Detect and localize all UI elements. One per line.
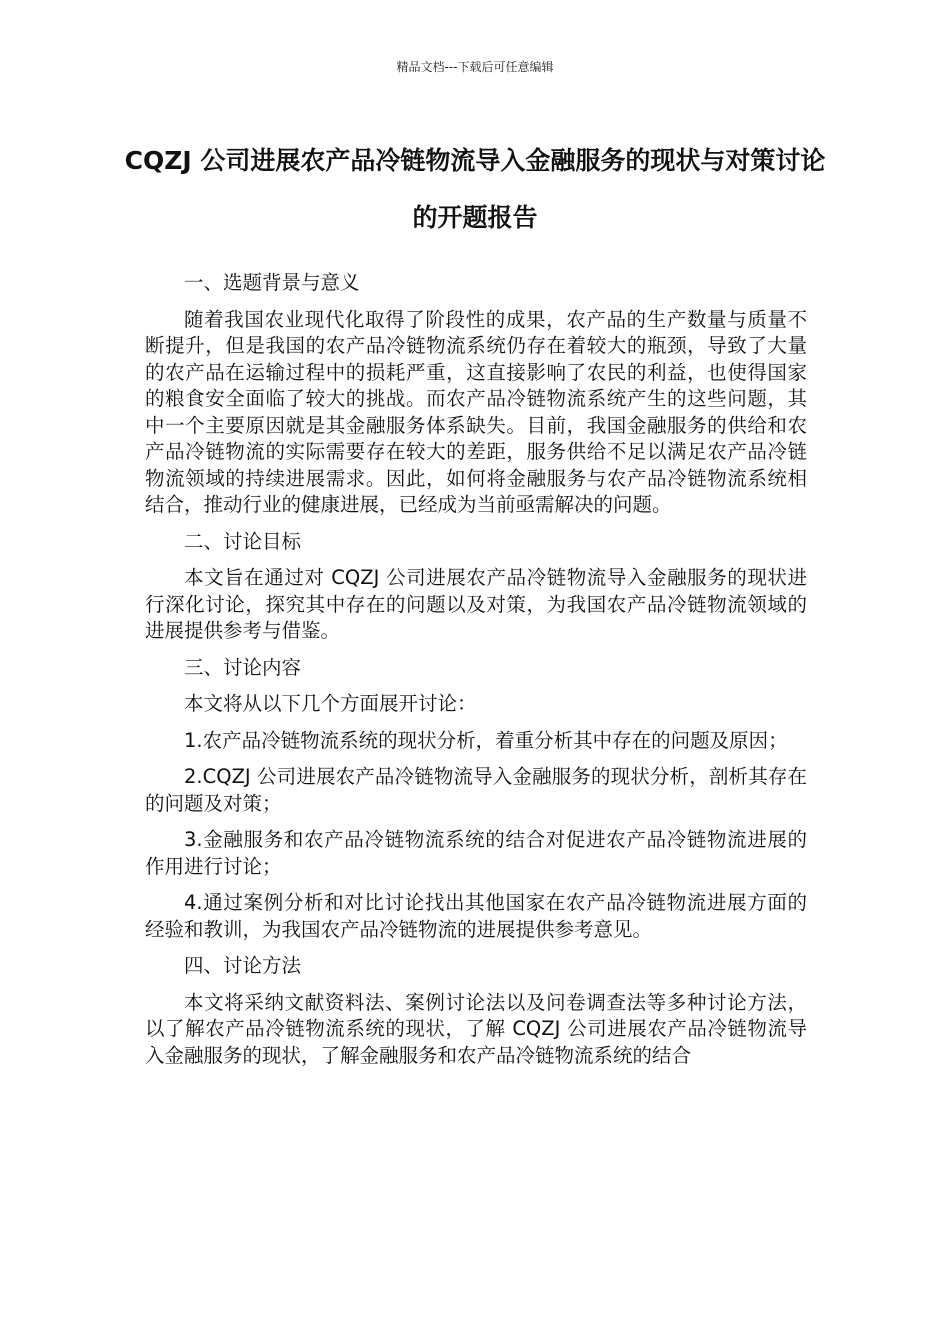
document-body xyxy=(145,270,807,1079)
section-heading-content: 三、讨论内容 xyxy=(184,655,302,679)
header-note: 精品文档---下载后可任意编辑 xyxy=(396,60,554,74)
paragraph-objective: 本文旨在通过对 CQZJ 公司进展农产品冷链物流导入金融服务的现状进行深化讨论，探究其中存在的问题以及对策，为我国农产品冷链物流领域的进展提供参考与借鉴。 xyxy=(145,566,807,642)
section-heading-method: 四、讨论方法 xyxy=(184,954,302,977)
list-item-2: 2.CQZJ 公司进展农产品冷链物流导入金融服务的现状分析，剖析其存在的问题及对策； xyxy=(145,765,807,815)
paragraph-method: 本文将采纳文献资料法、案例讨论法以及问卷调查法等多种讨论方法，以了解农产品冷链物流系统的现状，了解 CQZJ 公司进展农产品冷链物流导入金融服务的现状，了解金融服务和农产品冷链物流系统的结合 xyxy=(145,990,807,1067)
paragraph-background: 随着我国农业现代化取得了阶段性的成果，农产品的生产数量与质量不断提升，但是我国的农产品冷链物流系统仍存在着较大的瓶颈，导致了大量的农产品在运输过程中的损耗严重，这直接影响了农民的利益，也使得国家的粮食安全面临了较大的挑战。而农产品冷链物流系统产生的这些问题，其中一个主要原因就是其金融服务体系缺失。目前，我国金融服务的供给和农产品冷链物流的实际需要存在较大的差距，服务供给不足以满足农产品冷链物流领域的持续进展需求。因此，如何将金融服务与农产品冷链物流系统相结合，推动行业的健康进展，已经成为当前亟需解决的问题。 xyxy=(145,307,807,516)
section-heading-objective: 二、讨论目标 xyxy=(184,529,302,553)
list-item-4: 4.通过案例分析和对比讨论找出其他国家在农产品冷链物流进展方面的经验和教训，为我国农产品冷链物流的进展提供参考意见。 xyxy=(145,891,807,941)
paragraph-content-intro: 本文将从以下几个方面展开讨论： xyxy=(184,692,477,715)
document-title: CQZJ 公司进展农产品冷链物流导入金融服务的现状与对策讨论的开题报告 xyxy=(124,146,826,232)
list-item-1: 1.农产品冷链物流系统的现状分析，着重分析其中存在的问题及原因； xyxy=(184,728,788,752)
list-item-3: 3.金融服务和农产品冷链物流系统的结合对促进农产品冷链物流进展的作用进行讨论； xyxy=(145,828,807,878)
section-heading-background: 一、选题背景与意义 xyxy=(184,271,360,294)
